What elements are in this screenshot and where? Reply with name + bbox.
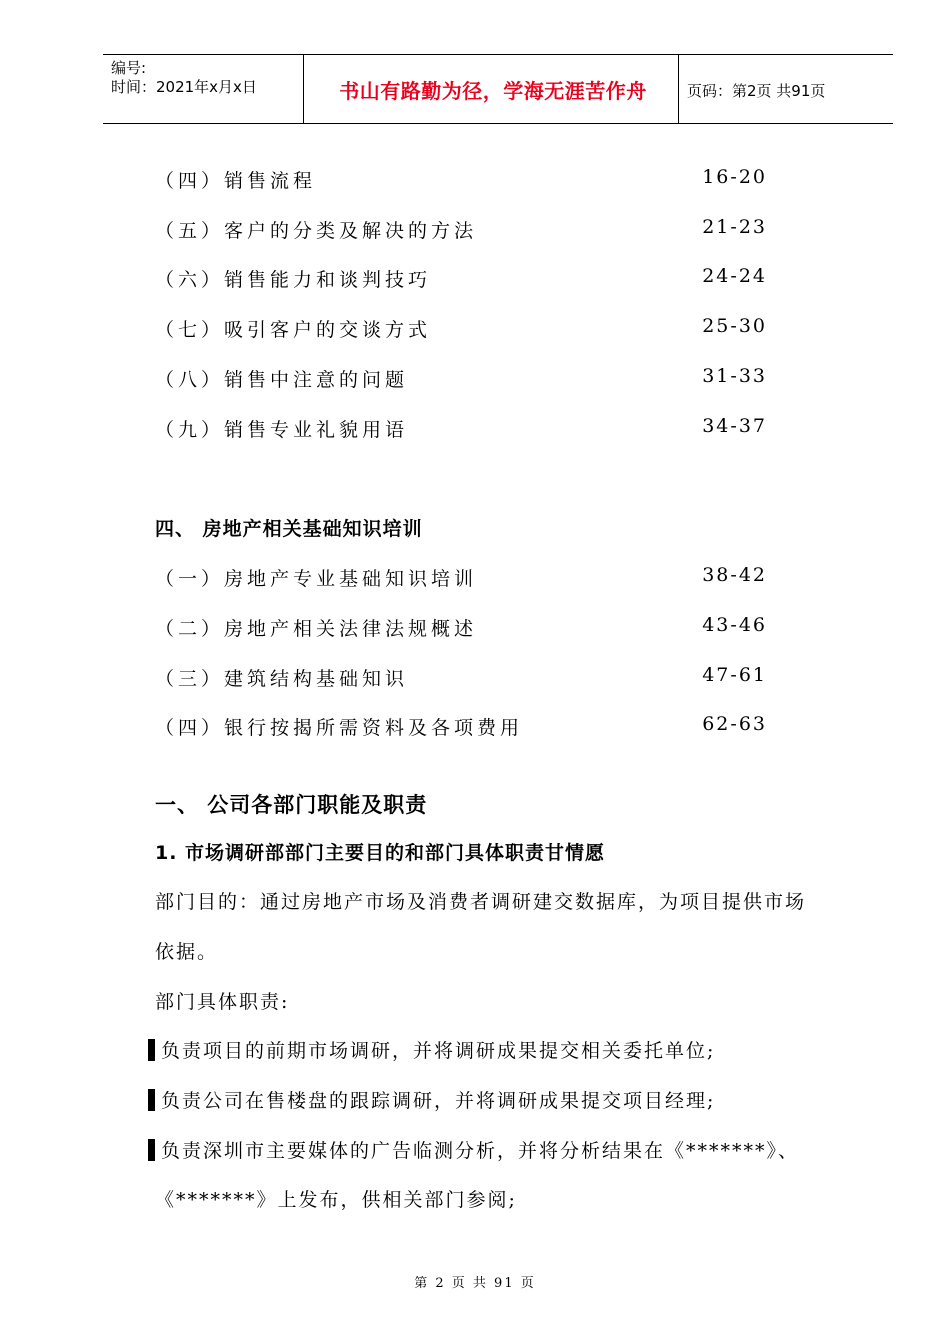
document-date: 时间：2021年x月x日 bbox=[111, 78, 257, 96]
bullet-icon bbox=[148, 1139, 155, 1161]
toc-item-label: （二）房地产相关法律法规概述 bbox=[155, 618, 478, 640]
header-page-info: 页码：第2页 共91页 bbox=[687, 82, 826, 100]
toc-item[interactable] bbox=[155, 664, 767, 691]
toc-item-pages: 24-24 bbox=[702, 265, 767, 287]
toc-item[interactable] bbox=[155, 166, 767, 193]
duty-item bbox=[148, 1036, 715, 1063]
bullet-icon bbox=[148, 1039, 155, 1061]
toc-item-pages: 62-63 bbox=[702, 713, 767, 735]
toc-item[interactable] bbox=[155, 564, 767, 591]
header-divider bbox=[678, 55, 679, 123]
toc-item-label: （五）客户的分类及解决的方法 bbox=[155, 220, 478, 242]
section-heading: 一、 公司各部门职能及职责 bbox=[155, 793, 428, 817]
header-divider bbox=[303, 55, 304, 123]
toc-item-label: （三）建筑结构基础知识 bbox=[155, 668, 409, 690]
toc-item-pages: 16-20 bbox=[702, 166, 767, 188]
duty-item bbox=[148, 1086, 715, 1113]
toc-item-pages: 38-42 bbox=[702, 564, 767, 586]
page-header bbox=[103, 54, 893, 124]
duty-text: 负责深圳市主要媒体的广告临测分析，并将分析结果在《*******》、 bbox=[161, 1140, 800, 1162]
duty-text: 负责项目的前期市场调研，并将调研成果提交相关委托单位; bbox=[161, 1040, 716, 1062]
toc-item-label: （七）吸引客户的交谈方式 bbox=[155, 319, 432, 341]
toc-item-pages: 34-37 bbox=[702, 415, 767, 437]
toc-item-label: （四）销售流程 bbox=[155, 170, 317, 192]
page-footer: 第 2 页 共 91 页 bbox=[414, 1276, 536, 1291]
paragraph-line: 部门目的：通过房地产市场及消费者调研建交数据库，为项目提供市场 bbox=[155, 891, 807, 913]
toc-item-pages: 21-23 bbox=[702, 216, 767, 238]
toc-item-label: （八）销售中注意的问题 bbox=[155, 369, 409, 391]
header-meta bbox=[111, 59, 257, 97]
toc-item-pages: 25-30 bbox=[702, 315, 767, 337]
toc-item-label: （四）银行按揭所需资料及各项费用 bbox=[155, 717, 524, 739]
toc-item[interactable] bbox=[155, 415, 767, 442]
duty-text: 负责公司在售楼盘的跟踪调研，并将调研成果提交项目经理; bbox=[161, 1090, 716, 1112]
paragraph-line: 依据。 bbox=[155, 941, 219, 963]
toc-item-pages: 47-61 bbox=[702, 664, 767, 686]
toc-item[interactable] bbox=[155, 216, 767, 243]
duty-item bbox=[148, 1136, 799, 1163]
toc-item-label: （一）房地产专业基础知识培训 bbox=[155, 568, 478, 590]
toc-item-label: （六）销售能力和谈判技巧 bbox=[155, 269, 432, 291]
toc-item-label: （九）销售专业礼貌用语 bbox=[155, 419, 409, 441]
bullet-icon bbox=[148, 1089, 155, 1111]
toc-item[interactable] bbox=[155, 365, 767, 392]
toc-item[interactable] bbox=[155, 713, 767, 740]
header-motto: 书山有路勤为径，学海无涯苦作舟 bbox=[339, 79, 647, 103]
document-number-label: 编号: bbox=[111, 59, 147, 77]
section-heading: 四、 房地产相关基础知识培训 bbox=[155, 518, 423, 540]
toc-item[interactable] bbox=[155, 614, 767, 641]
duty-continuation: 《*******》上发布，供相关部门参阅; bbox=[155, 1189, 517, 1211]
toc-item-pages: 43-46 bbox=[702, 614, 767, 636]
toc-item[interactable] bbox=[155, 315, 767, 342]
subsection-heading: 1. 市场调研部部门主要目的和部门具体职责甘情愿 bbox=[155, 842, 606, 864]
toc-item[interactable] bbox=[155, 265, 767, 292]
duties-label: 部门具体职责: bbox=[155, 991, 290, 1013]
toc-item-pages: 31-33 bbox=[702, 365, 767, 387]
